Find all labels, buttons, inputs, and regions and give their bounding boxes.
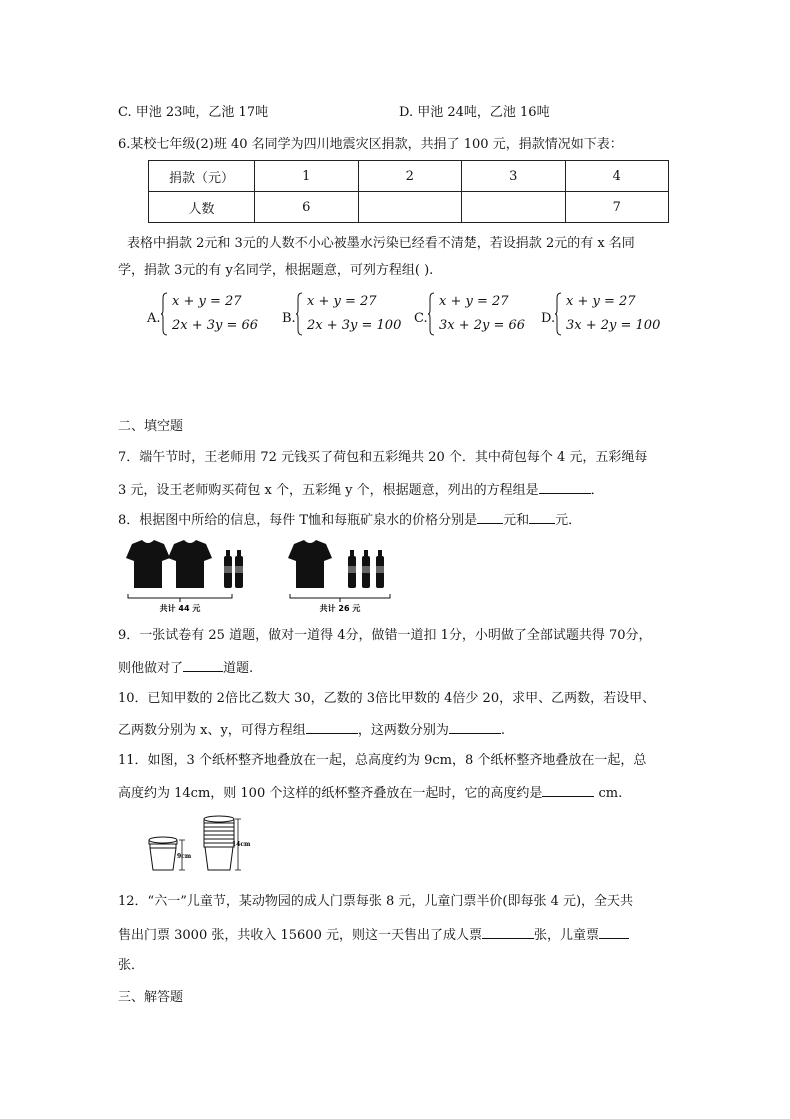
q12-text: 张，儿童票 [533, 928, 599, 943]
table-cell: 3 [462, 161, 566, 192]
q7-line1: 7．端午节时，王老师用 72 元钱买了荷包和五彩绳共 20 个．其中荷包每个 4 元，五彩绳每 [118, 450, 648, 465]
water-bottle-icon [235, 550, 243, 588]
q8-line [118, 510, 581, 530]
water-bottle-icon [362, 550, 370, 588]
water-bottle-icon [348, 550, 356, 588]
tshirt-icon [168, 540, 212, 588]
water-bottle-icon [224, 550, 232, 588]
q10-text: ，这两数分别为 [357, 723, 449, 738]
table-cell [462, 192, 566, 223]
q11-text: 高度约为 14cm，则 100 个这样的纸杯整齐叠放在一起时，它的高度约是 [118, 786, 543, 801]
tshirt-icon [126, 540, 170, 588]
equation-2: 2x + 3y = 66 [172, 318, 259, 333]
cup-stack-3-icon [149, 837, 177, 870]
q10-line1: 10．已知甲数的 2倍比乙数大 30，乙数的 3倍比甲数的 4倍少 20，求甲、乙两数，若设甲、 [118, 691, 656, 706]
q11-line1: 11．如图，3 个纸杯整齐地叠放在一起，总高度约为 9cm，8 个纸杯整齐地叠放在一起，总 [118, 753, 647, 768]
water-bottle-icon [376, 550, 384, 588]
q9-line1: 9．一张试卷有 25 道题，做对一道得 4分，做错一道扣 1分，小明做了全部试题共得 70分， [118, 628, 652, 643]
equation-2: 3x + 2y = 100 [566, 318, 661, 333]
q12-line1: 12．“六一”儿童节，某动物园的成人门票每张 8 元，儿童门票半价(即每张 4 元)，全天共 [118, 894, 634, 909]
option-label: A. [147, 311, 161, 326]
q5-option-d: D. 甲池 24吨，乙池 16吨 [399, 105, 550, 120]
q7-period: ． [590, 483, 604, 498]
answer-blank [449, 720, 501, 734]
answer-blank [539, 480, 591, 494]
q12-line3: 张． [118, 958, 145, 973]
table-cell: 6 [255, 192, 359, 223]
label-14cm: 14cm [232, 841, 251, 848]
q9-text: 则他做对了 [118, 661, 184, 676]
q5-option-c: C. 甲池 23吨，乙池 17吨 [118, 105, 269, 120]
table-cell: 7 [565, 192, 669, 223]
brace-icon [296, 292, 303, 336]
equation-1: x + y = 27 [172, 294, 242, 309]
answer-blank [529, 510, 555, 524]
table-cell: 4 [565, 161, 669, 192]
bracket-left [128, 594, 232, 602]
q9-text: 道题. [223, 661, 254, 676]
table-row [149, 192, 669, 223]
q7-text: 3 元，设王老师购买荷包 x 个，五彩绳 y 个，根据题意，列出的方程组是 [118, 483, 539, 498]
brace-icon [161, 292, 168, 336]
q10-line2 [118, 720, 505, 740]
tshirt-icon [288, 540, 332, 588]
caption-right: 共计 26 元 [319, 604, 361, 613]
equation-2: 3x + 2y = 66 [439, 318, 526, 333]
q6-text-line1: 表格中捐款 2元和 3元的人数不小心被墨水污染已经看不清楚，若设捐款 2元的有 x 名同 [127, 236, 635, 251]
brace-icon [555, 292, 562, 336]
label-9cm: 9cm [177, 853, 192, 860]
table-header-people: 人数 [149, 192, 255, 223]
equation-1: x + y = 27 [439, 294, 509, 309]
cup-stack-8-icon [204, 816, 234, 870]
answer-blank [482, 925, 534, 939]
table-cell: 2 [358, 161, 462, 192]
q8-text: 元． [555, 513, 582, 528]
answer-blank [477, 510, 503, 524]
answer-blank [183, 658, 223, 672]
equation-1: x + y = 27 [566, 294, 636, 309]
bracket-right [290, 594, 390, 602]
equation-1: x + y = 27 [307, 294, 377, 309]
q7-line2 [118, 480, 604, 500]
section-3-title: 三、解答题 [118, 990, 184, 1005]
section-2-title: 二、填空题 [118, 419, 184, 434]
q12-text: 售出门票 3000 张，共收入 15600 元，则这一天售出了成人票 [118, 928, 482, 943]
table-row [149, 161, 669, 192]
q11-text: cm. [594, 786, 623, 801]
answer-blank [306, 720, 358, 734]
caption-left: 共计 44 元 [159, 604, 201, 613]
table-header-amount: 捐款（元） [149, 161, 255, 192]
q9-line2 [118, 658, 253, 678]
option-label: B. [282, 311, 296, 326]
q11-line2 [118, 783, 622, 803]
option-label: C. [414, 311, 428, 326]
q6-stem: 6.某校七年级(2)班 40 名同学为四川地震灾区捐款，共捐了 100 元，捐款情况如下表： [118, 137, 623, 152]
answer-blank [542, 783, 594, 797]
paper-cups-figure [146, 813, 258, 877]
table-cell [358, 192, 462, 223]
q10-text: . [500, 723, 505, 738]
q8-text: 元和 [503, 513, 530, 528]
table-cell: 1 [255, 161, 359, 192]
donation-table [148, 160, 669, 223]
q8-figure [118, 538, 408, 614]
q12-line2 [118, 925, 629, 945]
q6-text-line2: 学，捐款 3元的有 y名同学，根据题意，可列方程组( ). [118, 263, 434, 278]
brace-icon [428, 292, 435, 336]
equation-2: 2x + 3y = 100 [307, 318, 402, 333]
option-label: D. [541, 311, 556, 326]
q8-text: 8．根据图中所给的信息，每件 T恤和每瓶矿泉水的价格分别是 [118, 513, 478, 528]
answer-blank [599, 925, 629, 939]
q10-text: 乙两数分别为 x、y，可得方程组 [118, 723, 306, 738]
